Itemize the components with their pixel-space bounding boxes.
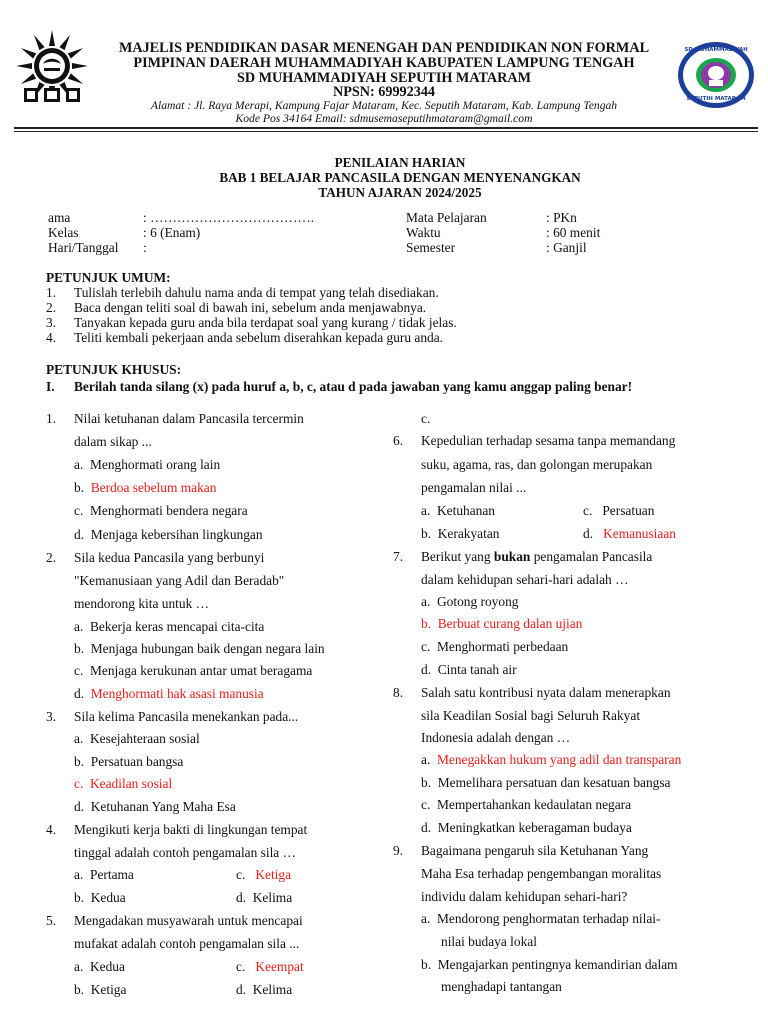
header-rule-thin [14, 131, 758, 132]
q3-opt-c[interactable]: c. Keadilan sosial [74, 776, 173, 791]
q9-stem-3: individu dalam kehidupan sehari-hari? [421, 889, 628, 904]
q4-opt-c[interactable]: c. Ketiga [236, 867, 292, 882]
id-date-label: Hari/Tanggal [48, 240, 119, 255]
q6-stem-2: suku, agama, ras, dan golongan merupakan [421, 457, 653, 472]
q4-stem-1: Mengikuti kerja bakti di lingkungan tempat [74, 822, 308, 837]
q6-number: 6. [393, 433, 404, 448]
q7-number: 7. [393, 549, 404, 564]
q5-number: 5. [46, 913, 57, 928]
q8-stem-3: Indonesia adalah dengan … [421, 730, 571, 745]
q9-stem-2: Maha Esa terhadap pengembangan moralitas [421, 866, 662, 881]
q2-opt-b[interactable]: b. Menjaga hubungan baik dengan negara lain [74, 641, 325, 656]
header-line-1: MAJELIS PENDIDIKAN DASAR MENENGAH DAN PENDIDIKAN NON FORMAL [118, 40, 650, 56]
q5-opt-a[interactable]: a. Kedua [74, 959, 125, 974]
q6-stem-3: pengamalan nilai ... [421, 480, 527, 495]
q8-stem-2: sila Keadilan Sosial bagi Seluruh Rakyat [421, 708, 641, 723]
id-semester-value: : Ganjil [546, 240, 587, 255]
q2-stem-1: Sila kedua Pancasila yang berbunyi [74, 550, 265, 565]
id-subject-label: Mata Pelajaran [406, 210, 487, 225]
q3-stem-1: Sila kelima Pancasila menekankan pada... [74, 709, 299, 724]
q1-number: 1. [46, 411, 57, 426]
q9-opt-b[interactable]: b. Mengajarkan pentingnya kemandirian dalam [421, 957, 678, 972]
q3-opt-a[interactable]: a. Kesejahteraan sosial [74, 731, 200, 746]
q1-opt-c[interactable]: c. Menghormati bendera negara [74, 503, 248, 518]
title-line-3: TAHUN AJARAN 2024/2025 [318, 185, 482, 200]
q6-opt-a[interactable]: a. Ketuhanan [421, 503, 496, 518]
header-line-3: SD MUHAMMADIYAH SEPUTIH MATARAM [236, 70, 532, 86]
q5-stem-1: Mengadakan musyawarah untuk mencapai [74, 913, 303, 928]
q2-opt-a[interactable]: a. Bekerja keras mencapai cita-cita [74, 619, 265, 634]
q2-stem-2: "Kemanusiaan yang Adil dan Beradab" [74, 573, 285, 588]
q9-opt-a-cont: nilai budaya lokal [441, 934, 537, 949]
q5-stem-2: mufakat adalah contoh pengamalan sila ... [74, 936, 300, 951]
id-name-label: ama [48, 210, 71, 225]
q1-opt-b[interactable]: b. Berdoa sebelum makan [74, 480, 217, 495]
q6-stem-1: Kepedulian terhadap sesama tanpa memandang [421, 433, 676, 448]
q4-number: 4. [46, 822, 57, 837]
q9-opt-a[interactable]: a. Mendorong penghormatan terhadap nilai- [421, 911, 661, 926]
q6-opt-d[interactable]: d. Kemanusiaan [583, 526, 676, 541]
q4-stem-2: tinggal adalah contoh pengamalan sila … [74, 845, 296, 860]
q6-opt-b[interactable]: b. Kerakyatan [421, 526, 500, 541]
q5-opt-d[interactable]: d. Kelima [236, 982, 293, 997]
id-time-label: Waktu [406, 225, 441, 240]
q3-opt-b[interactable]: b. Persatuan bangsa [74, 754, 184, 769]
q2-number: 2. [46, 550, 57, 565]
q7-opt-d[interactable]: d. Cinta tanah air [421, 662, 517, 677]
q5-opt-c[interactable]: c. Keempat [236, 959, 304, 974]
header-rule-thick [14, 127, 758, 129]
header-line-2: PIMPINAN DAERAH MUHAMMADIYAH KABUPATEN LAMPUNG TENGAH [133, 55, 635, 71]
q9-number: 9. [393, 843, 404, 858]
id-subject-value: : PKn [546, 210, 577, 225]
q5-opt-b[interactable]: b. Ketiga [74, 982, 127, 997]
q7-stem-1: Berikut yang bukan pengamalan Pancasila [421, 549, 653, 564]
special-heading: PETUNJUK KHUSUS: [46, 362, 182, 377]
q2-opt-c[interactable]: c. Menjaga kerukunan antar umat beragama [74, 663, 313, 678]
q2-opt-d[interactable]: d. Menghormati hak asasi manusia [74, 686, 264, 701]
q3-opt-d[interactable]: d. Ketuhanan Yang Maha Esa [74, 799, 236, 814]
special-instruction: Berilah tanda silang (x) pada huruf a, b, c, atau d pada jawaban yang kamu anggap paling benar! [74, 379, 633, 394]
id-time-value: : 60 menit [546, 225, 601, 240]
q3-number: 3. [46, 709, 57, 724]
header-line-4: NPSN: 69992344 [332, 84, 436, 100]
q1-opt-a[interactable]: a. Menghormati orang lain [74, 457, 221, 472]
q7-opt-c[interactable]: c. Menghormati perbedaan [421, 639, 569, 654]
q7-opt-a[interactable]: a. Gotong royong [421, 594, 519, 609]
special-roman: I. [46, 379, 55, 394]
q8-number: 8. [393, 685, 404, 700]
q1-opt-d[interactable]: d. Menjaga kebersihan lingkungan [74, 527, 263, 542]
q6-opt-c[interactable]: c. Persatuan [583, 503, 655, 518]
q8-opt-d[interactable]: d. Meningkatkan keberagaman budaya [421, 820, 632, 835]
q4-opt-d[interactable]: d. Kelima [236, 890, 293, 905]
title-line-1: PENILAIAN HARIAN [334, 155, 466, 170]
id-date-value[interactable]: : [143, 240, 147, 255]
q2-stem-3: mendorong kita untuk … [74, 596, 210, 611]
general-heading: PETUNJUK UMUM: [46, 270, 171, 285]
q9-stem-1: Bagaimana pengaruh sila Ketuhanan Yang [421, 843, 649, 858]
carry-over-option: c. [421, 411, 431, 426]
q4-opt-a[interactable]: a. Pertama [74, 867, 134, 882]
q7-stem-2: dalam kehidupan sehari-hari adalah … [421, 572, 629, 587]
id-class-label: Kelas [48, 225, 79, 240]
q1-stem-2: dalam sikap ... [74, 434, 152, 449]
logo-text-top: SD MUHAMMADIYAH [684, 47, 748, 53]
q9-opt-b-cont: menghadapi tantangan [441, 979, 562, 994]
q8-opt-a[interactable]: a. Menegakkan hukum yang adil dan transparan [421, 752, 682, 767]
q8-opt-b[interactable]: b. Memelihara persatuan dan kesatuan bangsa [421, 775, 671, 790]
id-name-value[interactable]: : ………………………………. [143, 210, 315, 225]
q8-stem-1: Salah satu kontribusi nyata dalam menerapkan [421, 685, 671, 700]
logo-text-bottom: SEPUTIH MATARAM [686, 96, 746, 102]
q8-opt-c[interactable]: c. Mempertahankan kedaulatan negara [421, 797, 632, 812]
header-address-2: Kode Pos 34164 Email: sdmusemaseputihmataram@gmail.com [235, 112, 533, 125]
title-line-2: BAB 1 BELAJAR PANCASILA DENGAN MENYENANGKAN [219, 170, 581, 185]
header-address-1: Alamat : Jl. Raya Merapi, Kampung Fajar Mataram, Kec. Seputih Mataram, Kab. Lampung Tengah [150, 99, 618, 112]
q7-opt-b[interactable]: b. Berbuat curang dalan ujian [421, 616, 583, 631]
id-class-value: : 6 (Enam) [143, 225, 201, 240]
id-semester-label: Semester [406, 240, 456, 255]
q4-opt-b[interactable]: b. Kedua [74, 890, 126, 905]
q1-stem-1: Nilai ketuhanan dalam Pancasila tercermin [74, 411, 304, 426]
